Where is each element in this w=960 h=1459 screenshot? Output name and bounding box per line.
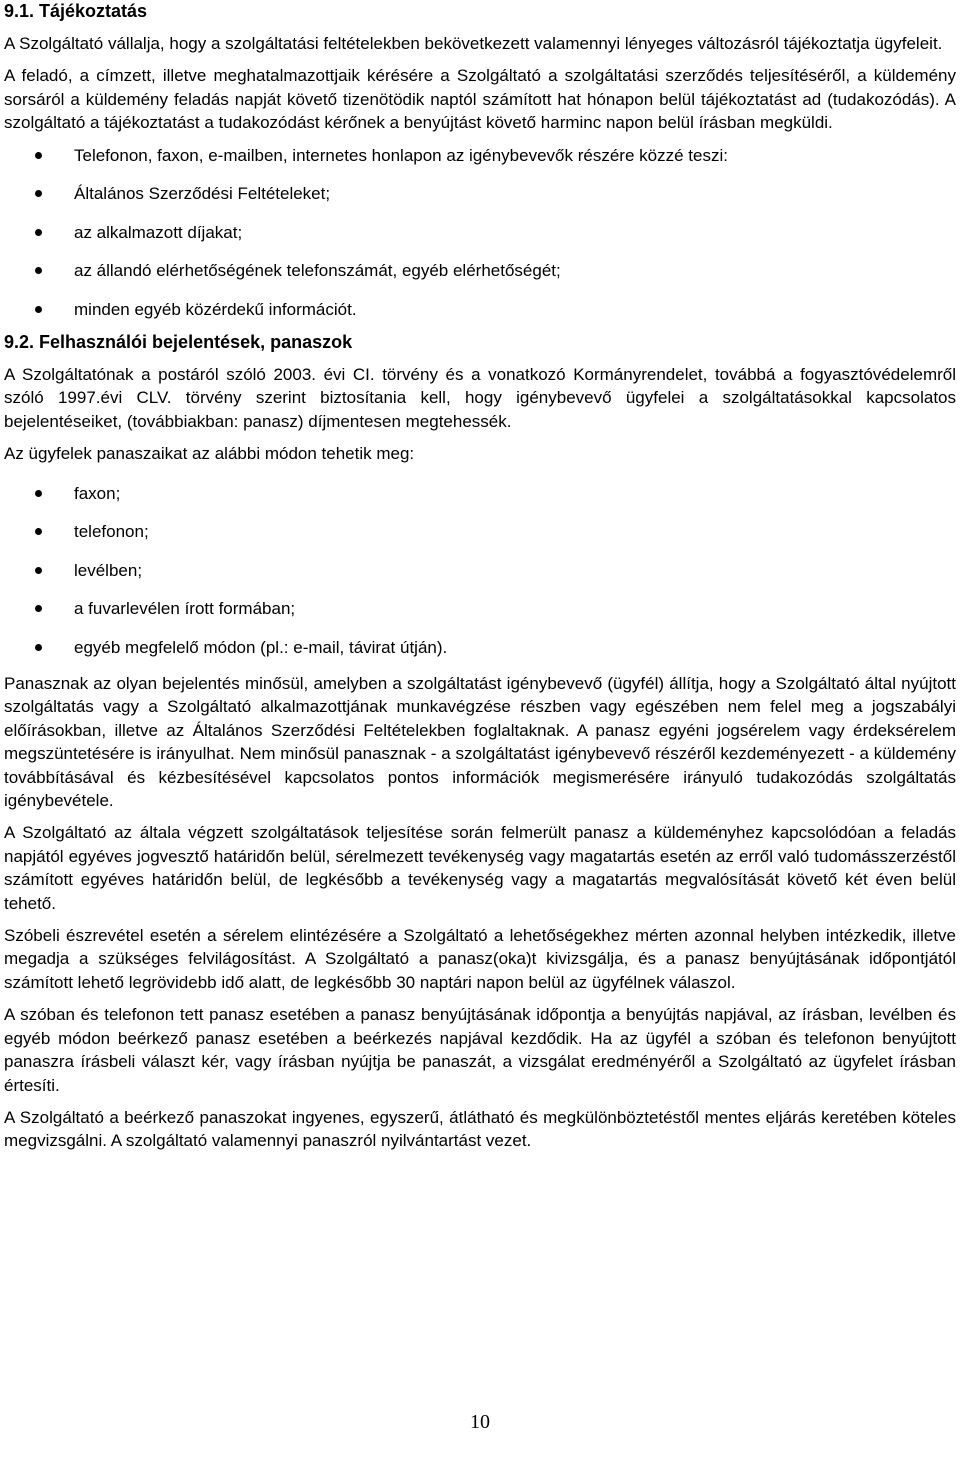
bullet-icon	[35, 567, 42, 574]
bullet-icon	[35, 490, 42, 497]
list-item	[4, 221, 956, 260]
paragraph: A feladó, a címzett, illetve meghatalmazottjaik kérésére a Szolgáltató a szolgáltatási szerződés teljesítéséről, a küldemény sorsáról a küldemény feladás napját követő tizenötödik naptól számított hat hónapon belül tájékoztatást ad (tudakozódás). A szolgáltató a tájékoztatást a tudakozódást kérőnek a benyújtást követő harminc napon belül írásban megküldi.	[4, 66, 956, 133]
list-item-text: az alkalmazott díjakat;	[74, 222, 243, 242]
section-heading-panaszok: 9.2. Felhasználói bejelentések, panaszok	[4, 332, 353, 352]
list-item	[4, 144, 956, 183]
bullet-list-complaint-channels	[4, 482, 956, 666]
page-number: 10	[470, 1411, 490, 1433]
list-item	[4, 298, 956, 328]
list-item-text: levélben;	[74, 560, 143, 580]
list-item	[4, 182, 956, 221]
list-item-text: egyéb megfelelő módon (pl.: e-mail, távirat útján).	[74, 638, 448, 657]
list-item-text: faxon;	[74, 483, 121, 503]
bullet-list-information	[4, 144, 956, 328]
bullet-icon	[35, 306, 42, 313]
list-item	[4, 559, 956, 598]
paragraph: Szóbeli észrevétel esetén a sérelem elintézésére a Szolgáltató a lehetőségekhez mérten azonnal helyben intézkedik, illetve megadja a szükséges felvilágosítást. A Szolgáltató a panasz(oka)t kivizsgálja, és a panasz benyújtásának időpontjától számított lehető legrövidebb idő alatt, de legkésőbb 30 naptári napon belül az ügyfélnek válaszol.	[4, 926, 956, 992]
paragraph: A szóban és telefonon tett panasz esetében a panasz benyújtásának időpontja a benyújtás napjával, az írásban, levélben és egyéb módon beérkező panasz esetében a beérkezés napjával kezdődik. Ha az ügyfél a szóban és telefonon benyújtott panaszra írásbeli választ kér, vagy írásban nyújtja be panaszát, a vizsgálat eredményéről a Szolgáltató az ügyfelet írásban értesíti.	[4, 1005, 956, 1095]
list-item	[4, 482, 956, 521]
paragraph: A Szolgáltatónak a postáról szóló 2003. évi CI. törvény és a vonatkozó Kormányrendelet, továbbá a fogyasztóvédelemről szóló 1997.évi CLV. törvény szerint biztosítania kell, hogy igénybevevő ügyfelei a szolgáltatásokkal kapcsolatos bejelentéseiket, (továbbiakban: panasz) díjmentesen megtehessék.	[4, 365, 956, 431]
paragraph: A Szolgáltató vállalja, hogy a szolgáltatási feltételekben bekövetkezett valamennyi lényeges változásról tájékoztatja ügyfeleit.	[4, 34, 943, 53]
paragraph: Panasznak az olyan bejelentés minősül, amelyben a szolgáltatást igénybevevő (ügyfél) állítja, hogy a Szolgáltató által nyújtott szolgáltatás vagy a Szolgáltató alkalmazottjának munkavégzése részben vagy egészében nem felel meg a jogszabályi előírásokban, illetve az Általános Szerződési Feltételekben foglaltaknak. A panasz egyéni jogsérelem vagy érdeksérelem megszüntetésére is irányulhat. Nem minősül panasznak - a szolgáltatást igénybevevő részéről kezdeményezett - a küldemény továbbításával és kézbesítésével kapcsolatos pontos információk megismerésére irányuló tudakozódás szolgáltatás igénybevétele.	[4, 674, 956, 811]
bullet-icon	[35, 528, 42, 535]
list-item-text: az állandó elérhetőségének telefonszámát, egyéb elérhetőségét;	[74, 261, 561, 281]
list-item-text: minden egyéb közérdekű információt.	[74, 300, 357, 319]
bullet-icon	[35, 229, 42, 236]
bullet-icon	[35, 267, 42, 274]
bullet-icon	[35, 644, 42, 651]
bullet-icon	[35, 605, 42, 612]
paragraph: A Szolgáltató az általa végzett szolgáltatások teljesítése során felmerült panasz a küldeményhez kapcsolódóan a feladás napjától egyéves jogvesztő határidőn belül, sérelmezett tevékenység vagy magatartás esetén az erről való tudomásszerzéstől számított egyéves határidőn belül, de legkésőbb a tevékenység vagy a magatartás megvalósítását követő két éven belül tehető.	[4, 823, 956, 913]
document-page	[4, 0, 956, 1153]
section-heading-tajekoztatas: 9.1. Tájékoztatás	[4, 1, 148, 21]
list-item	[4, 597, 956, 636]
list-item	[4, 259, 956, 298]
list-item-text: Telefonon, faxon, e-mailben, internetes honlapon az igénybevevők részére közzé teszi:	[74, 145, 728, 165]
paragraph: A Szolgáltató a beérkező panaszokat ingyenes, egyszerű, átlátható és megkülönböztetéstől mentes eljárás keretében köteles megvizsgálni. A szolgáltató valamennyi panaszról nyilvántartást vezet.	[4, 1107, 956, 1151]
paragraph: Az ügyfelek panaszaikat az alábbi módon tehetik meg:	[4, 444, 415, 464]
list-item-text: a fuvarlevélen írott formában;	[74, 599, 296, 619]
list-item-text: Általános Szerződési Feltételeket;	[74, 184, 331, 204]
bullet-icon	[35, 152, 42, 159]
list-item	[4, 520, 956, 559]
bullet-icon	[35, 190, 42, 197]
list-item-text: telefonon;	[74, 522, 149, 542]
list-item	[4, 636, 956, 666]
